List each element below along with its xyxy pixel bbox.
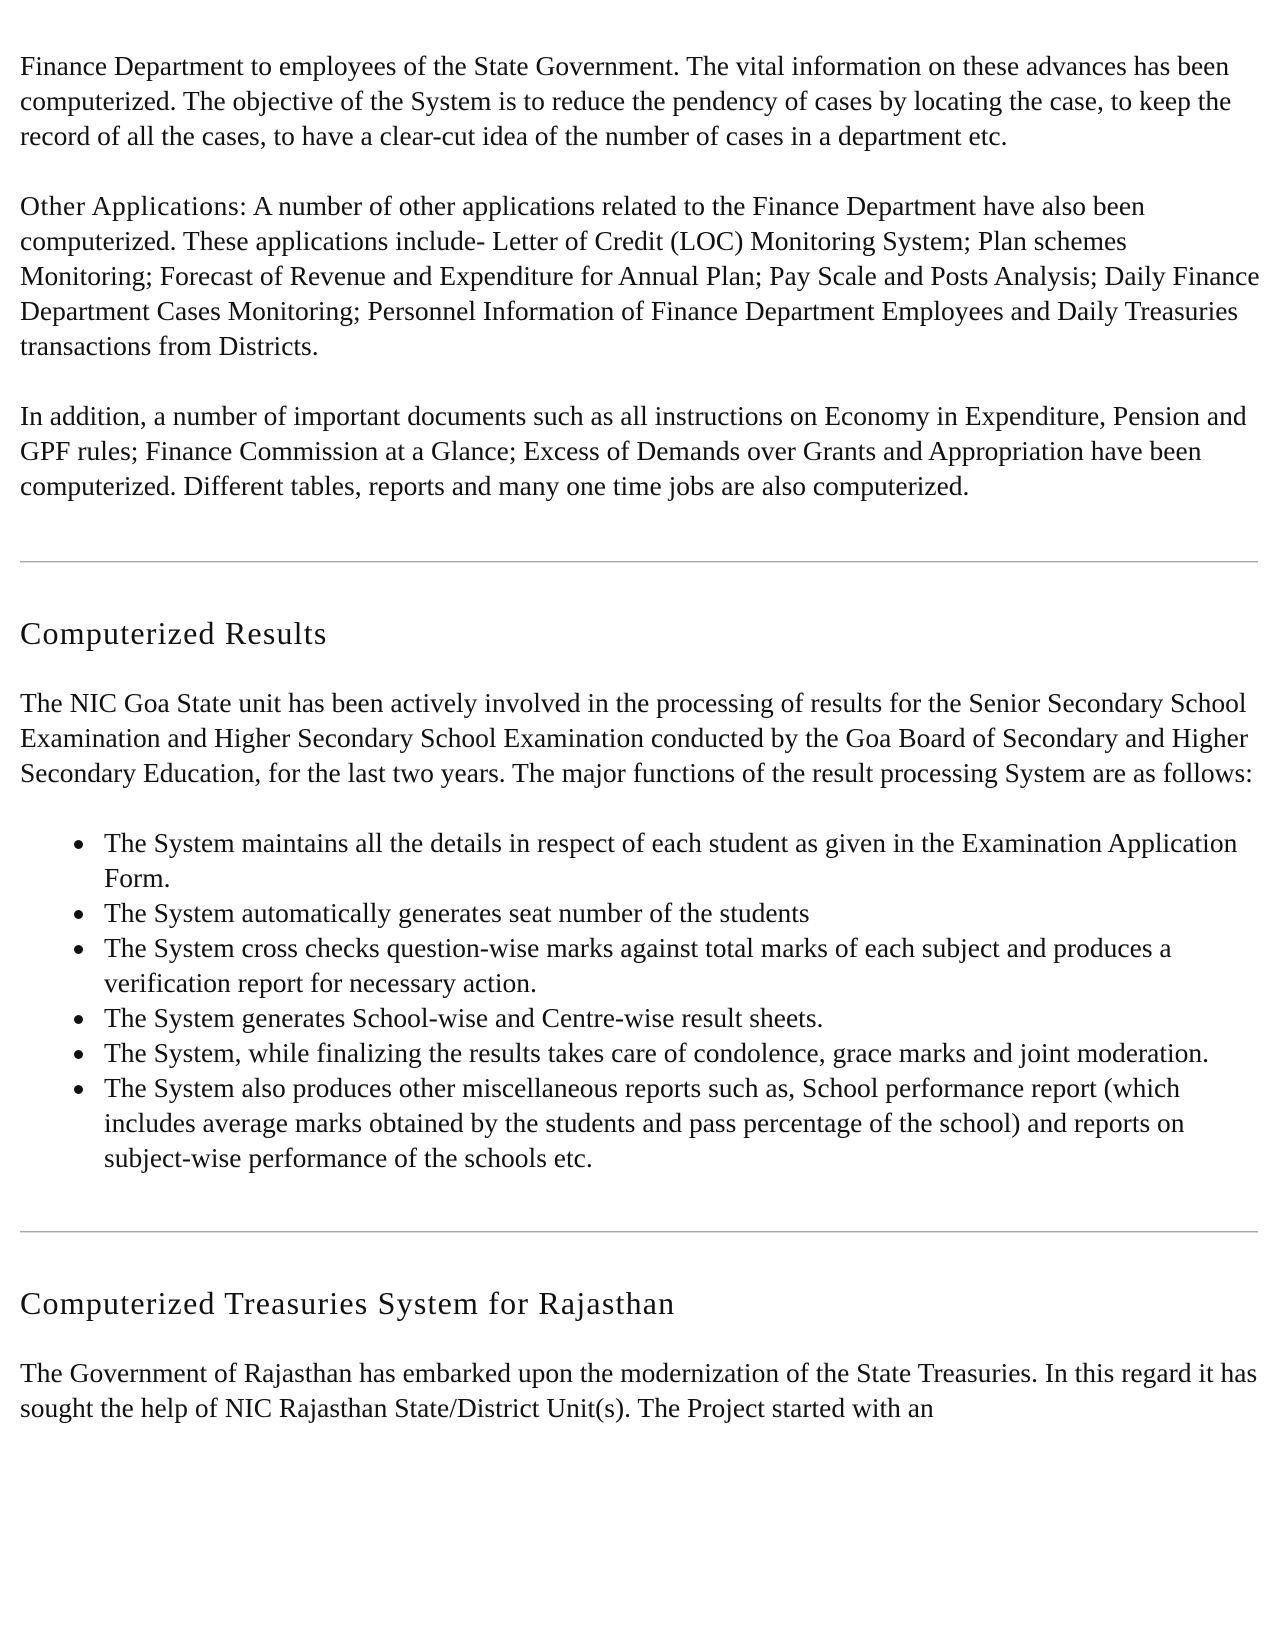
other-applications-lead-in: Other Applications: bbox=[20, 190, 248, 221]
computerized-results-paragraph: The NIC Goa State unit has been actively involved in the processing of results for the Senior Secondary School Examination and Higher Secondary School Examination conducted by the Goa Board of Secondary and Higher Secondary Education, for the last two years. The major functions of the result processing System are as follows: bbox=[20, 687, 1253, 788]
list-item: The System also produces other miscellaneous reports such as, School performance report (which includes average marks obtained by the students and pass percentage of the school) and reports on subject-wise performance of the schools etc. bbox=[104, 1070, 1260, 1175]
list-item: The System generates School-wise and Centre-wise result sheets. bbox=[104, 1000, 1260, 1035]
treasuries-system-paragraph: The Government of Rajasthan has embarked upon the modernization of the State Treasuries. In this regard it has sought the help of NIC Rajasthan State/District Unit(s). The Project started with an bbox=[20, 1357, 1258, 1423]
result-functions-list bbox=[20, 825, 1260, 1175]
horizontal-rule bbox=[20, 1231, 1258, 1233]
other-applications-paragraph bbox=[20, 188, 1260, 363]
list-item: The System maintains all the details in respect of each student as given in the Examination Application Form. bbox=[104, 825, 1260, 895]
other-applications-body: A number of other applications related to the Finance Department have also been computerized. These applications include- Letter of Credit (LOC) Monitoring System; Plan schemes Monitoring; Forecast of Revenue and Expenditure for Annual Plan; Pay Scale and Posts Analysis; Daily Finance Department Cases Monitoring; Personnel Information of Finance Department Employees and Daily Treasuries transactions from Districts. bbox=[20, 190, 1260, 361]
list-item: The System, while finalizing the results takes care of condolence, grace marks and joint moderation. bbox=[104, 1035, 1260, 1070]
document-page bbox=[20, 48, 1260, 1425]
computerized-results-heading: Computerized Results bbox=[20, 615, 328, 651]
addition-paragraph: In addition, a number of important documents such as all instructions on Economy in Expenditure, Pension and GPF rules; Finance Commission at a Glance; Excess of Demands over Grants and Appropriation have been computerized. Different tables, reports and many one time jobs are also computerized. bbox=[20, 400, 1247, 501]
list-item: The System cross checks question-wise marks against total marks of each subject and produces a verification report for necessary action. bbox=[104, 930, 1260, 1000]
list-item: The System automatically generates seat number of the students bbox=[104, 895, 1260, 930]
horizontal-rule bbox=[20, 561, 1258, 563]
treasuries-system-heading: Computerized Treasuries System for Rajasthan bbox=[20, 1285, 676, 1321]
intro-paragraph: Finance Department to employees of the State Government. The vital information on these advances has been computerized. The objective of the System is to reduce the pendency of cases by locating the case, to keep the record of all the cases, to have a clear-cut idea of the number of cases in a department etc. bbox=[20, 50, 1232, 151]
